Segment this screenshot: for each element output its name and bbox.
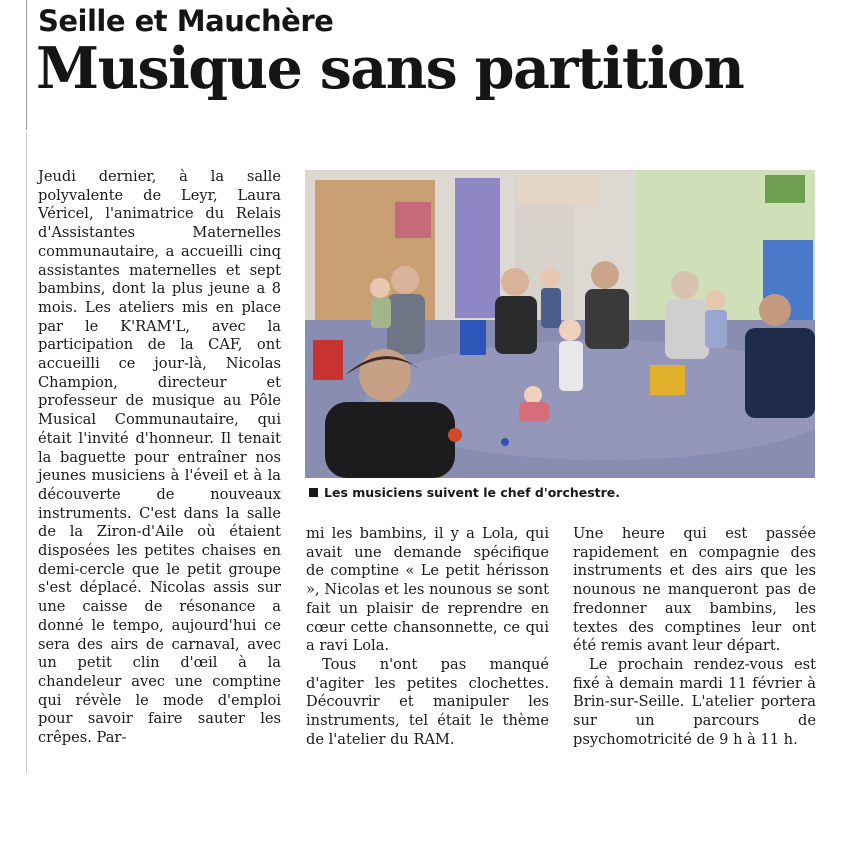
article-photo xyxy=(305,170,815,478)
paragraph: mi les bambins, il y a Lola, qui avait une demande spécifique de comptine « Le petit hérisson », Nicolas et les nounous se sont fait un plaisir de reprendre en cœur cette chansonnette, ce qui a ravi Lola. xyxy=(306,525,549,655)
headline: Musique sans partition xyxy=(36,35,744,102)
column-rule-left xyxy=(26,133,27,773)
kicker: Seille et Mauchère xyxy=(38,4,334,38)
paragraph: Tous n'ont pas manqué d'agiter les petites clochettes. Découvrir et manipuler les instruments, tel était le thème de l'atelier du RAM. xyxy=(306,655,549,748)
photo-caption xyxy=(309,485,620,500)
paragraph: Le prochain rendez-vous est fixé à demain mardi 11 février à Brin-sur-Seille. L'atelier portera sur un parcours de psychomotricité de 9 h à 11 h. xyxy=(573,655,816,748)
column-rule-top xyxy=(26,0,27,130)
paragraph: Une heure qui est passée rapidement en compagnie des instruments et des airs que les nounous ne manqueront pas de fredonner aux bambins, les textes des comptines leur ont été remis avant leur départ. xyxy=(573,525,816,655)
article-column-3 xyxy=(573,525,816,749)
paragraph: Jeudi dernier, à la salle polyvalente de Leyr, Laura Véricel, l'animatrice du Relais d'Assistantes Maternelles communautaire, a accueilli cinq assistantes maternelles et sept bambins, dont la plus jeune a 8 mois. Les ateliers mis en place par le K'RAM'L, avec la participation de la CAF, ont accueilli ce jour-là, Nicolas Champion, directeur et professeur de musique au Pôle Musical Communautaire, qui était l'invité d'honneur. Il tenait la baguette pour entraîner nos jeunes musiciens à l'éveil et à la découverte de nouveaux instruments. C'est dans la salle de la Ziron-d'Aile où étaient disposées les petites chaises en demi-cercle que le petit groupe s'est déplacé. Nicolas assis sur une caisse de résonance a donné le tempo, aujourd'hui ce sera des airs de carnaval, avec un petit clin d'œil à la chandeleur avec une comptine qui révèle le mode d'emploi pour savoir faire sauter les crêpes. Par- xyxy=(38,168,281,747)
article-column-2 xyxy=(306,525,549,749)
caption-square-icon xyxy=(309,488,318,497)
article-column-1 xyxy=(38,168,281,748)
photo-caption-text: Les musiciens suivent le chef d'orchestre. xyxy=(324,485,621,500)
